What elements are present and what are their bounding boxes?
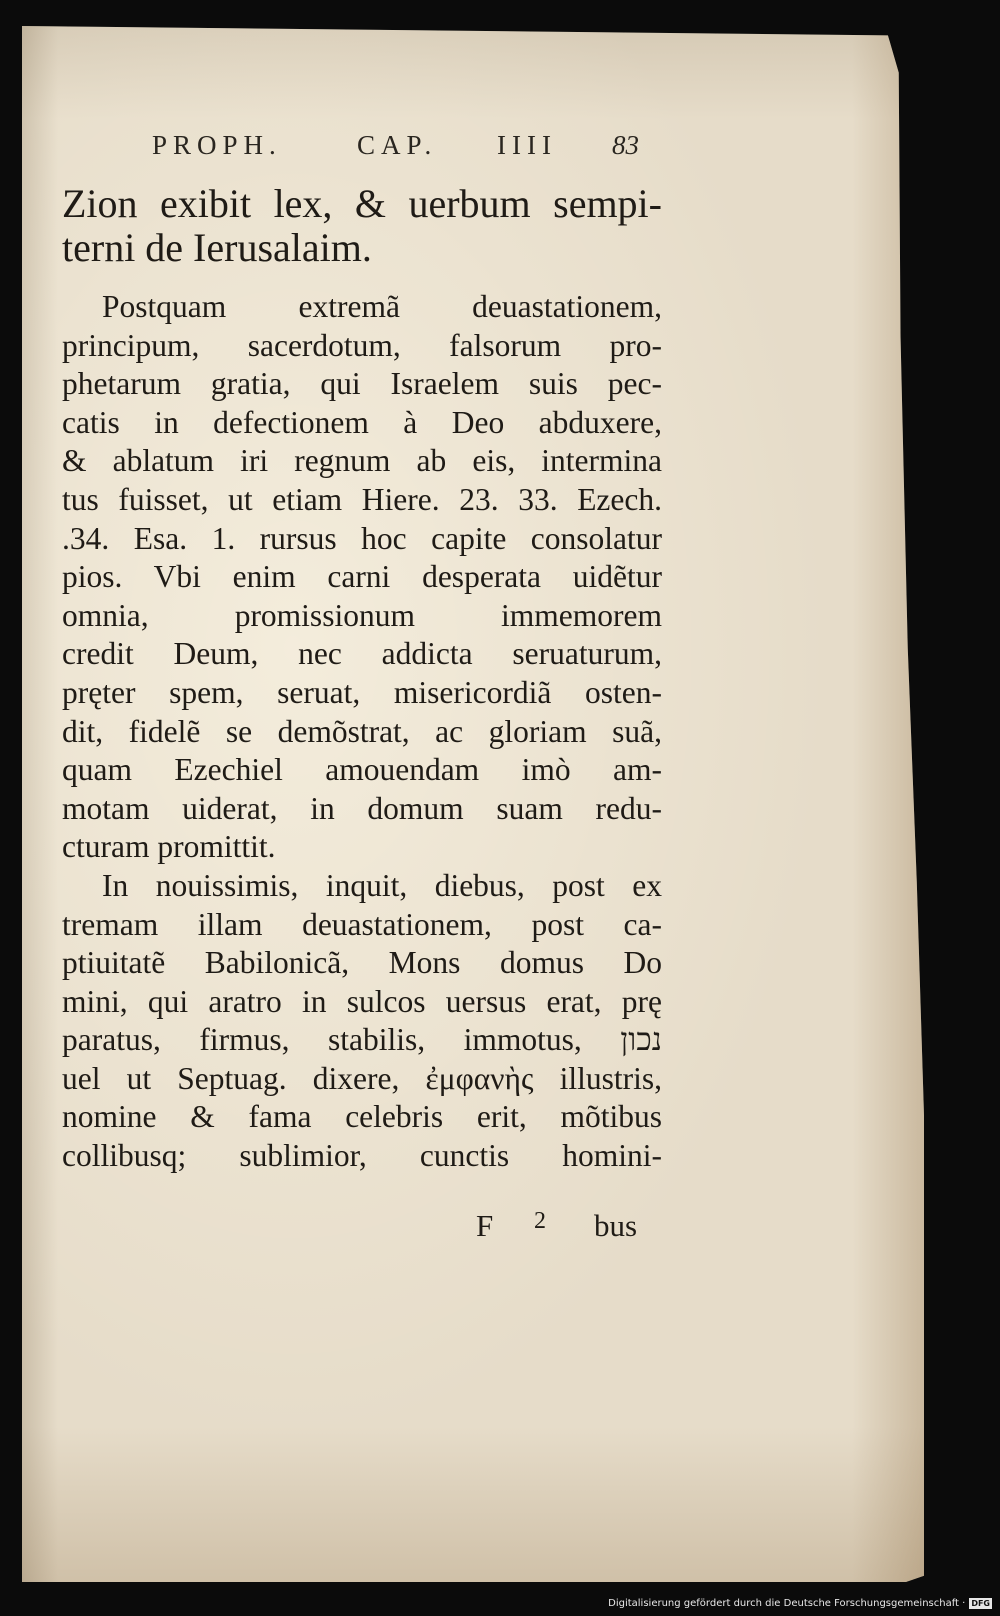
signature-letter: F (476, 1208, 494, 1243)
running-head (152, 130, 662, 164)
digitization-credit (608, 1596, 992, 1610)
text-line: & ablatum iri regnum ab eis, intermina (62, 443, 662, 479)
text-line: catis in defectionem à Deo abduxere, (62, 404, 662, 440)
text-line: motam uiderat, in domum suam redu- (62, 790, 662, 826)
signature-number: 2 (534, 1208, 546, 1234)
text-line: phetarum gratia, qui Israelem suis pec- (62, 366, 662, 402)
paragraph-2 (62, 867, 662, 1176)
text-line: pios. Vbi enim carni desperata uidẽtur (62, 559, 662, 595)
text-block (62, 182, 662, 1176)
text-line: omnia, promissionum immemorem (62, 597, 662, 633)
text-line: uel ut Septuag. dixere, ἐμφανὴς illustris, (62, 1060, 662, 1096)
lead-line: terni de Ierusalaim. (62, 226, 372, 270)
text-line: credit Deum, nec addicta seruaturum, (62, 636, 662, 672)
text-line: tremam illam deuastationem, post ca- (62, 906, 662, 942)
running-head-prophecy: PROPH. (152, 130, 282, 160)
running-head-chapter: IIII (497, 130, 557, 160)
text-line: ptiuitatẽ Babilonicã, Mons domus Do (62, 945, 662, 981)
running-head-cap: CAP. (357, 130, 438, 160)
text-line: tus fuisset, ut etiam Hiere. 23. 33. Ezech. (62, 481, 662, 517)
text-line: Postquam extremã deuastationem, (102, 289, 662, 324)
lead-verse (62, 182, 662, 270)
catchword: bus (594, 1208, 638, 1243)
paragraph-1 (62, 288, 662, 867)
credit-text: Digitalisierung gefördert durch die Deutsche Forschungsgemeinschaft · (608, 1597, 966, 1609)
signature-mark (476, 1208, 666, 1248)
text-line: mini, qui aratro in sulcos uersus erat, prę (62, 983, 662, 1019)
text-line: dit, fidelẽ se demõstrat, ac gloriam suã, (62, 713, 662, 749)
text-line: nomine & fama celebris erit, mõtibus (62, 1099, 662, 1135)
text-line: quam Ezechiel amouendam imò am- (62, 752, 662, 788)
page-number: 83 (612, 130, 639, 160)
lead-line: Zion exibit lex, & uerbum sempi- (62, 182, 662, 226)
text-line: collibusq; sublimior, cunctis homini- (62, 1138, 662, 1174)
text-line: pręter spem, seruat, misericordiã osten- (62, 674, 662, 710)
text-line: In nouissimis, inquit, diebus, post ex (102, 867, 662, 903)
text-line: principum, sacerdotum, falsorum pro- (62, 327, 662, 363)
text-line: paratus, firmus, stabilis, immotus, נכון (62, 1022, 662, 1058)
dfg-logo-icon: DFG (971, 1598, 990, 1608)
text-line: cturam promittit. (62, 829, 276, 865)
text-line: .34. Esa. 1. rursus hoc capite consolatur (62, 520, 662, 556)
